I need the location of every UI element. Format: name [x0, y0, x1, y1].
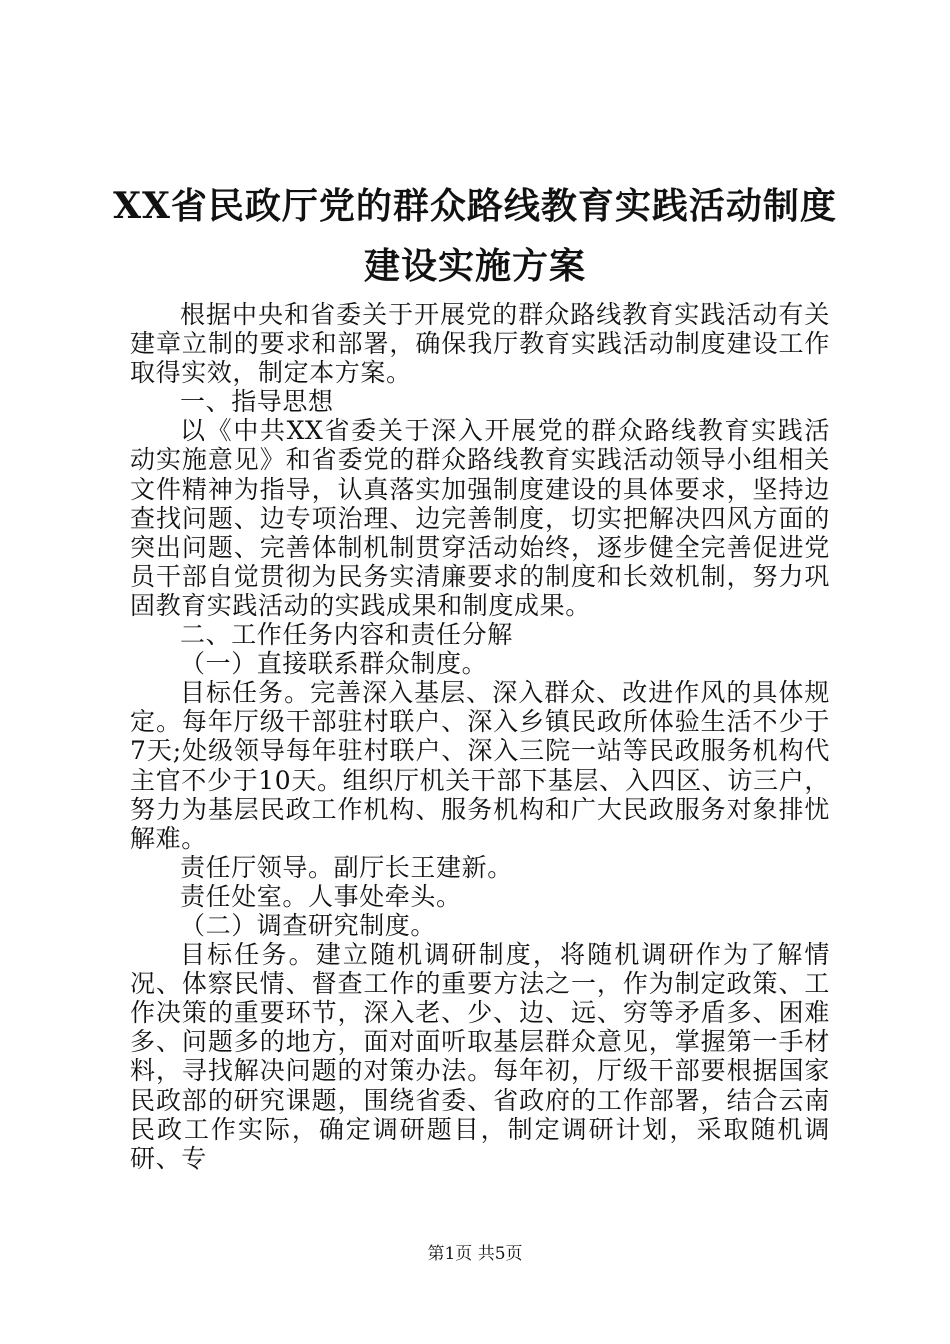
paragraph-responsible-office: 责任处室。人事处牵头。 [180, 881, 462, 911]
subheading-research-system: （二）调查研究制度。 [180, 910, 437, 940]
page-footer: 第1页 共5页 [427, 1244, 523, 1264]
paragraph-intro: 根据中央和省委关于开展党的群众路线教育实践活动有关建章立制的要求和部署，确保我厅教育实践活动制度建设工作取得实效，制定本方案。 [130, 300, 830, 388]
paragraph-contact-goals: 目标任务。完善深入基层、深入群众、改进作风的具体规定。每年厅级干部驻村联户、深入乡镇民政所体验生活不少于7天;处级领导每年驻村联户、深入三院一站等民政服务机构代主官不少于10天。组织厅机关干部下基层、入四区、访三户，努力为基层民政工作机构、服务机构和广大民政服务对象排忧解难。 [130, 678, 830, 853]
paragraph-guiding-thought: 以《中共XX省委关于深入开展党的群众路线教育实践活动实施意见》和省委党的群众路线教育实践活动领导小组相关文件精神为指导，认真落实加强制度建设的具体要求，坚持边查找问题、边专项治理、边完善制度，切实把解决四风方面的突出问题、完善体制机制贯穿活动始终，逐步健全完善促进党员干部自觉贯彻为民务实清廉要求的制度和长效机制，努力巩固教育实践活动的实践成果和制度成果。 [130, 416, 830, 620]
subheading-contact-system: （一）直接联系群众制度。 [180, 649, 488, 679]
document-title-line-2: 建设实施方案 [363, 245, 586, 287]
section-heading-tasks: 二、工作任务内容和责任分解 [180, 620, 513, 650]
paragraph-research-goals: 目标任务。建立随机调研制度，将随机调研作为了解情况、体察民情、督查工作的重要方法之一，作为制定政策、工作决策的重要环节，深入老、少、边、远、穷等矛盾多、困难多、问题多的地方，面对面听取基层群众意见，掌握第一手材料，寻找解决问题的对策办法。每年初，厅级干部要根据国家民政部的研究课题，围绕省委、省政府的工作部署，结合云南民政工作实际，确定调研题目，制定调研计划，采取随机调研、专 [130, 940, 830, 1173]
document-title-line-1: XX省民政厅党的群众路线教育实践活动制度 [113, 185, 837, 227]
section-heading-guiding-thought: 一、指导思想 [180, 387, 334, 417]
document-body [130, 300, 830, 1173]
paragraph-responsible-leader: 责任厅领导。副厅长王建新。 [180, 852, 513, 882]
